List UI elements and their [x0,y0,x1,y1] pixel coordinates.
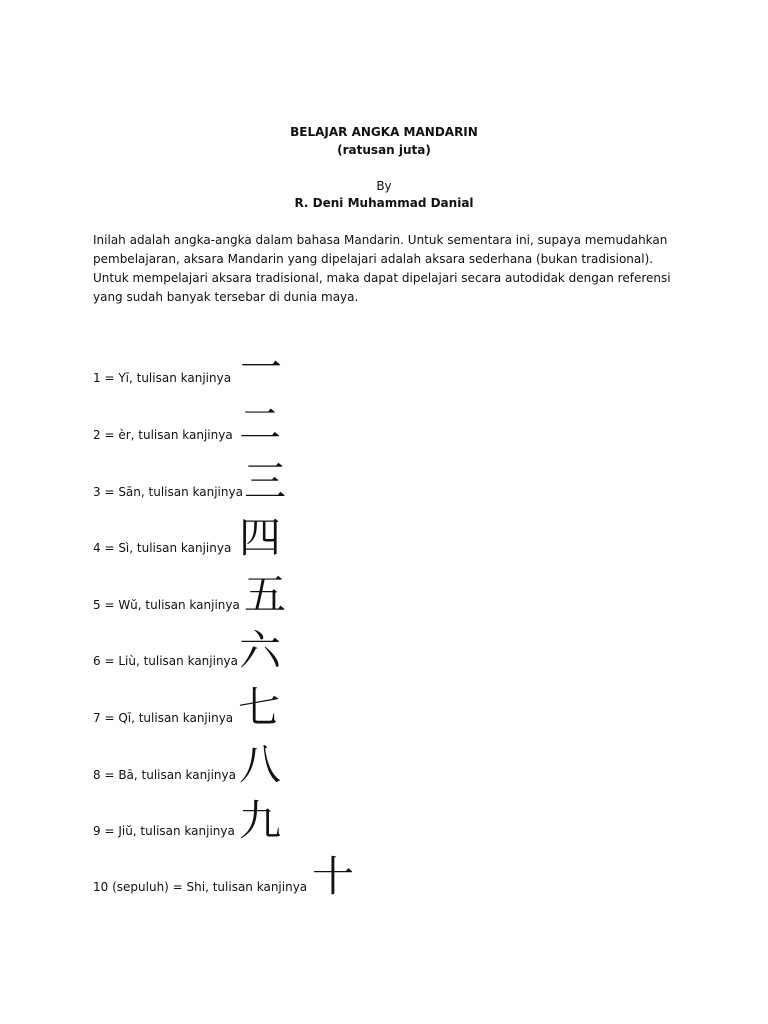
number-line-5 [93,552,693,619]
kanji-character: 九 [239,796,282,845]
number-label: 6 = Liù, tulisan kanjinya [93,654,239,668]
number-label: 9 = Jiŭ, tulisan kanjinya [93,824,235,838]
number-line-4 [93,495,693,562]
kanji-character: 六 [239,626,282,675]
author-name: R. Deni Muhammad Danial [294,196,474,210]
number-line-9 [93,778,693,845]
kanji-character: 八 [239,740,282,789]
number-label: 3 = Sān, tulisan kanjinya [93,485,243,499]
kanji-character: 四 [239,513,282,562]
number-label: 1 = Yī, tulisan kanjinya [93,371,232,385]
document-subtitle: (ratusan juta) [337,143,431,157]
kanji-character: 一 [240,343,283,392]
number-label: 7 = Qī, tulisan kanjinya [93,711,234,725]
document-title: BELAJAR ANGKA MANDARIN [290,125,478,139]
number-line-8 [93,722,693,789]
number-label: 4 = Sì, tulisan kanjinya [93,541,232,555]
number-line-2 [93,382,693,449]
number-label: 10 (sepuluh) = Shi, tulisan kanjinya [93,880,308,894]
number-line-10 [93,834,693,901]
number-line-7 [93,665,693,732]
by-label: By [376,179,392,193]
number-line-1 [93,325,693,392]
number-label: 2 = èr, tulisan kanjinya [93,428,233,442]
number-line-3 [93,439,693,506]
number-label: 5 = Wŭ, tulisan kanjinya [93,598,240,612]
number-label: 8 = Bā, tulisan kanjinya [93,768,236,782]
kanji-character: 七 [238,683,281,732]
intro-paragraph: Inilah adalah angka-angka dalam bahasa Mandarin. Untuk sementara ini, supaya memudahkan pembelajaran, aksara Mandarin yang dipelajari adalah aksara sederhana (bukan tradisional). Untuk mempelajari aksara tradisional, maka dapat dipelajari secara autodidak dengan referensi yang sudah banyak tersebar di dunia maya. [93,233,671,304]
kanji-character: 三 [244,457,287,506]
kanji-character: 五 [244,570,287,619]
number-line-6 [93,608,693,675]
kanji-character: 二 [239,400,282,449]
kanji-character: 十 [312,852,355,901]
